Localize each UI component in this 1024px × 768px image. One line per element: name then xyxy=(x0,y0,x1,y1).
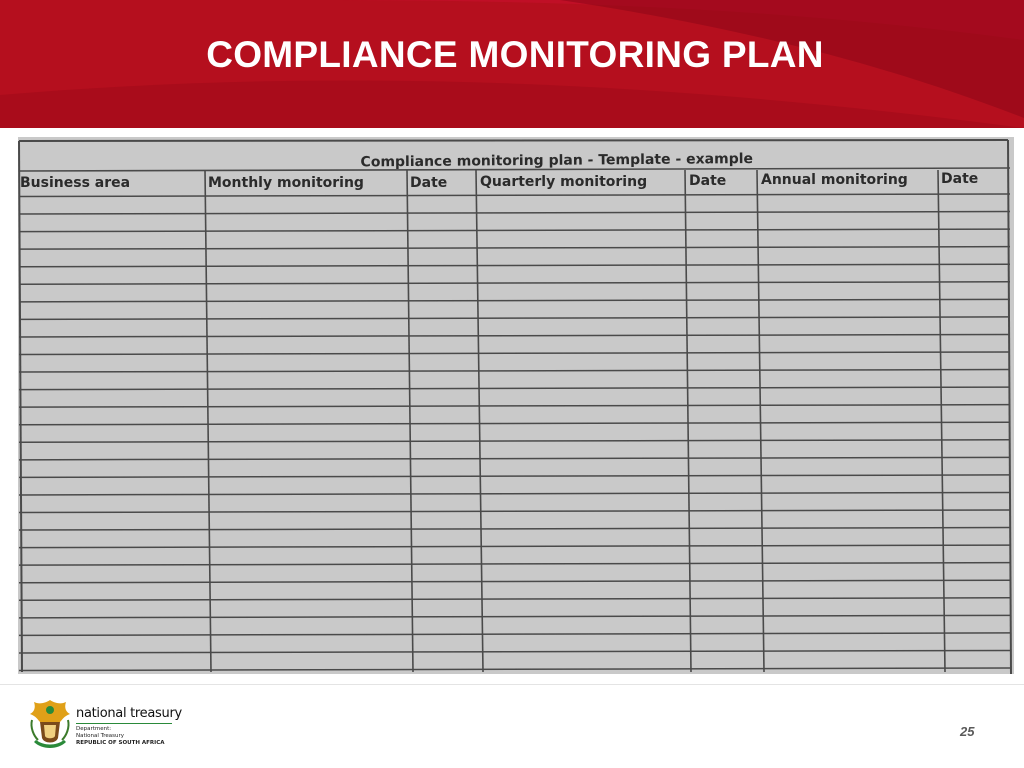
table-row-line xyxy=(19,387,1010,390)
table-row-line xyxy=(19,317,1010,320)
column-header-date-1: Date xyxy=(410,175,448,191)
table-row-line xyxy=(19,422,1010,425)
column-divider xyxy=(476,170,483,672)
table-row-line xyxy=(19,405,1010,408)
footer-divider xyxy=(0,684,1024,685)
org-identifier xyxy=(76,706,182,747)
table-row-line xyxy=(19,528,1010,531)
table-row-line xyxy=(19,194,1010,197)
table-row-line xyxy=(19,334,1010,337)
table-row-line xyxy=(19,457,1010,460)
table-row-line xyxy=(19,370,1010,373)
table-row-line xyxy=(19,615,1010,618)
table-row-line xyxy=(19,282,1010,285)
column-header-monthly-monitoring: Monthly monitoring xyxy=(208,175,364,191)
table-row-line xyxy=(19,668,1010,671)
table-row-line xyxy=(19,492,1010,495)
column-divider xyxy=(938,170,945,672)
table-row-line xyxy=(19,510,1010,513)
org-name: national treasury xyxy=(76,706,182,721)
page-number: 25 xyxy=(960,724,975,739)
column-divider xyxy=(407,170,413,672)
table-caption: Compliance monitoring plan - Template - example xyxy=(360,151,754,171)
table-row-line xyxy=(19,580,1010,583)
table-row-line xyxy=(19,545,1010,548)
column-header-date-3: Date xyxy=(941,171,979,187)
table-row-line xyxy=(19,440,1010,443)
template-scan xyxy=(18,137,1014,674)
org-rule xyxy=(76,723,172,724)
table-row-line xyxy=(19,650,1010,653)
table-grid xyxy=(18,137,1014,674)
table-row-line xyxy=(19,563,1010,566)
coat-of-arms-icon xyxy=(28,698,72,752)
org-department-name: National Treasury xyxy=(76,733,124,739)
org-department-label: Department: xyxy=(76,726,112,732)
column-header-business-area: Business area xyxy=(20,175,131,191)
column-header-annual-monitoring: Annual monitoring xyxy=(761,172,908,188)
column-divider xyxy=(757,170,764,672)
table-row-line xyxy=(19,229,1010,232)
slide-title: COMPLIANCE MONITORING PLAN xyxy=(206,34,824,75)
table-row-line xyxy=(19,212,1010,215)
table-row-line xyxy=(19,299,1010,302)
column-header-date-2: Date xyxy=(689,173,727,189)
column-divider xyxy=(685,170,691,672)
table-row-line xyxy=(19,598,1010,601)
org-country: REPUBLIC OF SOUTH AFRICA xyxy=(76,740,165,746)
column-divider xyxy=(205,170,211,672)
table-border-right xyxy=(1008,140,1011,674)
table-row-line xyxy=(19,633,1010,636)
table-row-line xyxy=(19,247,1010,250)
table-row-line xyxy=(19,264,1010,267)
table-border-top xyxy=(19,140,1008,141)
title-banner xyxy=(0,0,1024,128)
column-header-quarterly-monitoring: Quarterly monitoring xyxy=(480,174,648,190)
table-row-line xyxy=(19,475,1010,478)
table-row-line xyxy=(19,352,1010,355)
